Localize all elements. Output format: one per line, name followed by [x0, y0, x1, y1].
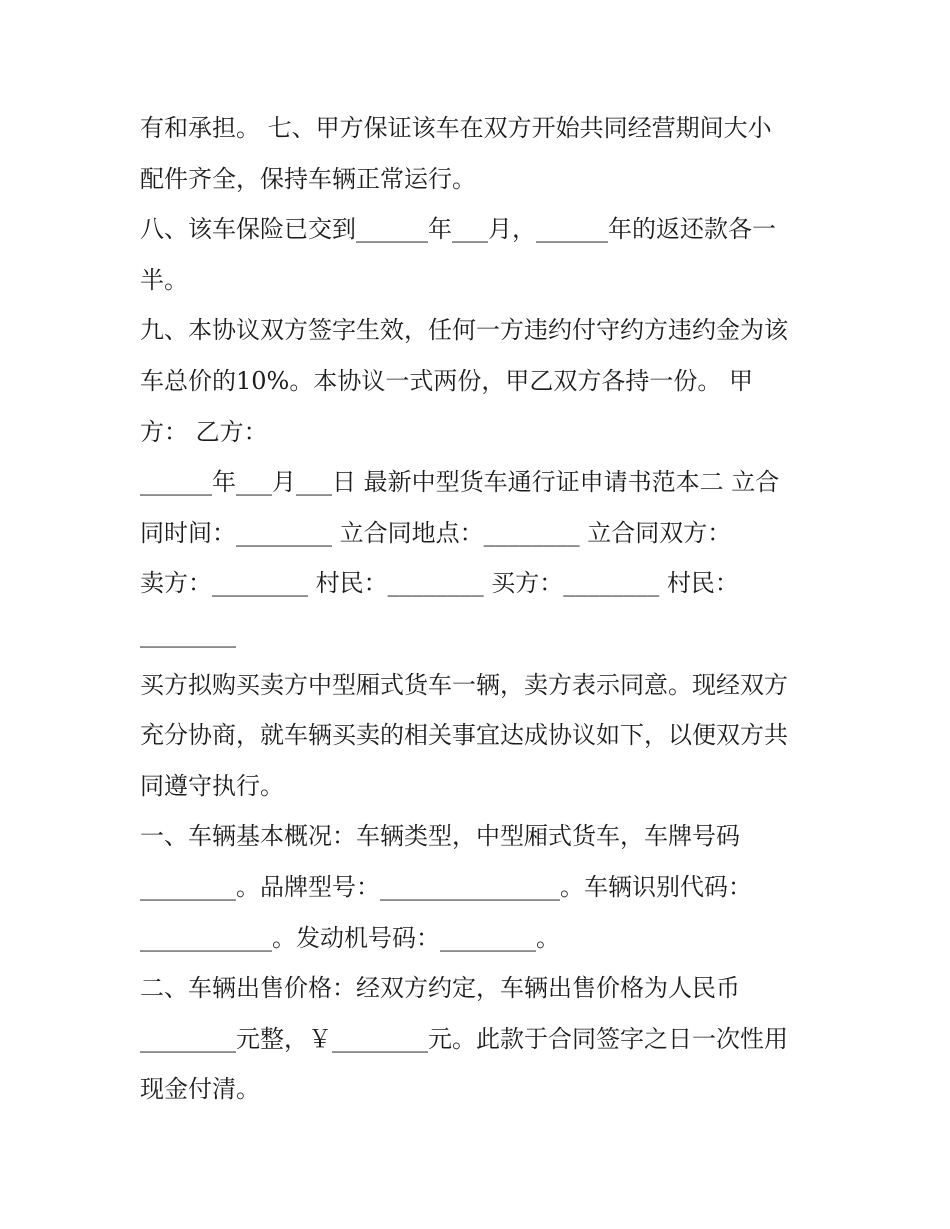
text-line: 二、车辆出售价格：经双方约定，车辆出售价格为人民币: [140, 974, 740, 1003]
text-line: 有和承担。 七、甲方保证该车在双方开始共同经营期间大小: [140, 114, 772, 142]
text-line: 同遵守执行。: [140, 771, 284, 800]
text-line: ________元整，￥________元。此款于合同签字之日一次性用: [140, 1024, 788, 1053]
text-line: 八、该车保险已交到______年___月，______年的返还款各一: [140, 215, 776, 244]
text-line: 买方拟购买卖方中型厢式货车一辆，卖方表示同意。现经双方: [140, 670, 788, 699]
text-line: 卖方：________ 村民：________ 买方：________ 村民：: [140, 569, 739, 598]
text-line: 方： 乙方：: [140, 417, 268, 446]
text-line: 半。: [140, 265, 188, 294]
text-line: ________: [140, 619, 236, 648]
text-line: 现金付清。: [140, 1075, 260, 1104]
text-line: 同时间：________ 立合同地点：________ 立合同双方：: [140, 518, 732, 547]
text-line: 车总价的10%。本协议一式两份，甲乙双方各持一份。 甲: [140, 366, 753, 395]
text-line: 配件齐全，保持车辆正常运行。: [140, 164, 476, 193]
document-body: [140, 103, 830, 1115]
text-line: ________。品牌型号：_______________。车辆识别代码：: [140, 872, 752, 901]
text-line: ______年___月___日 最新中型货车通行证申请书范本二 立合: [140, 468, 780, 497]
text-line: 一、车辆基本概况：车辆类型，中型厢式货车，车牌号码: [140, 822, 740, 851]
text-line: ___________。发动机号码：________。: [140, 923, 560, 952]
text-line: 充分协商，就车辆买卖的相关事宜达成协议如下，以便双方共: [140, 721, 788, 750]
text-line: 九、本协议双方签字生效，任何一方违约付守约方违约金为该: [140, 316, 788, 345]
